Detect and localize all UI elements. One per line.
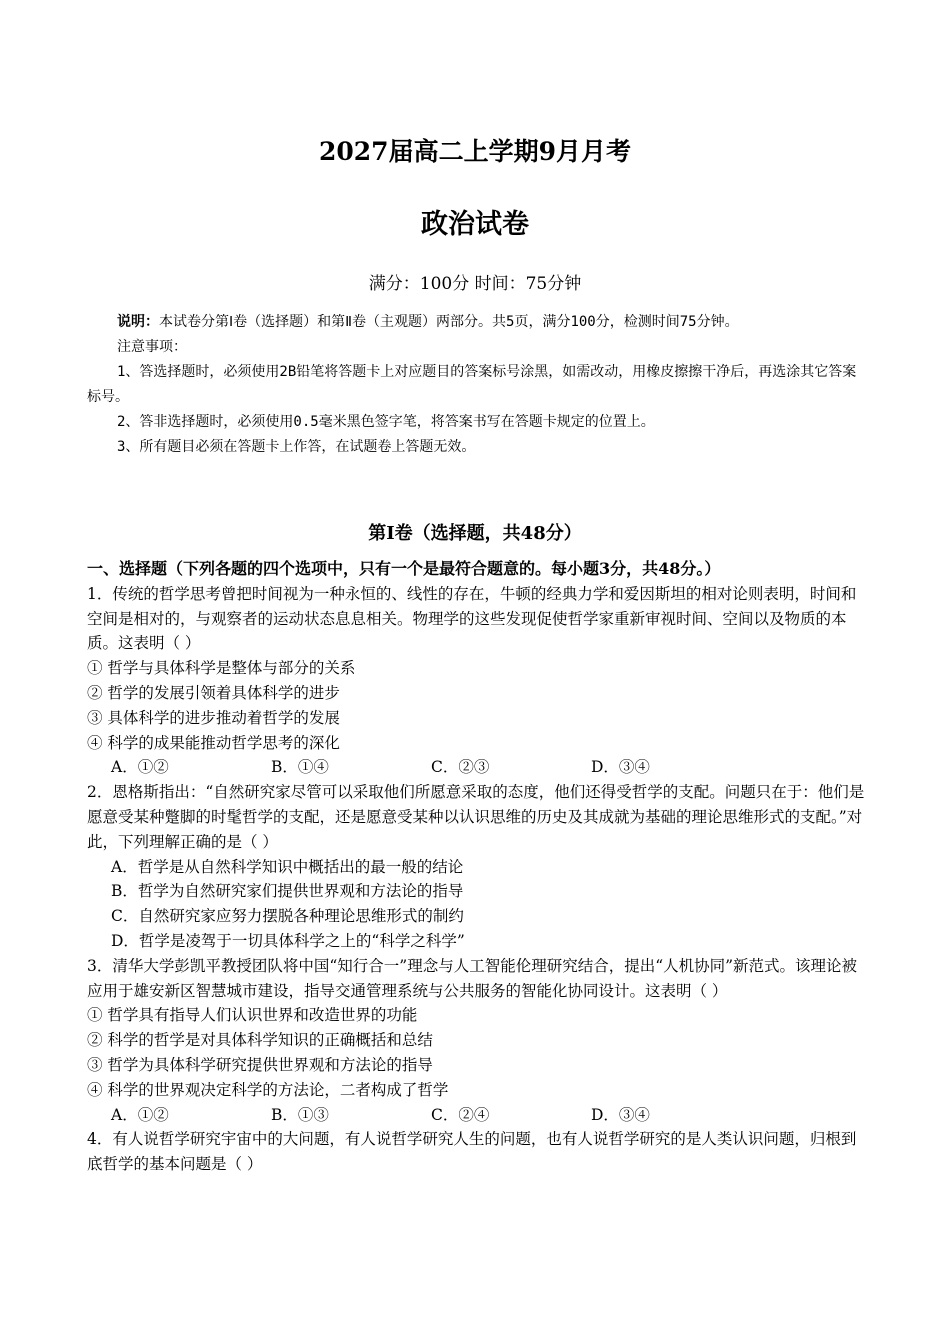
statement: ② 哲学的发展引领着具体科学的进步 [87,683,340,702]
subject-title: 政治试卷 [421,209,529,240]
score-time-info: 满分：100分 时间：75分钟 [368,274,582,294]
statement: ② 科学的哲学是对具体科学知识的正确概括和总结 [87,1031,433,1050]
note-item: 3、所有题目必须在答题卡上作答，在试题卷上答题无效。 [117,439,476,455]
question-stem: 1．传统的哲学思考曾把时间视为一种永恒的、线性的存在，牛顿的经典力学和爱因斯坦的相对论则表明，时间和空间是相对的，与观察者的运动状态息息相关。物理学的这些发现促使哲学家重新审视时间、空间以及物质的本质。这表明（ ） [87,584,857,653]
option-c: C．自然研究家应努力摆脱各种理论思维形式的制约 [111,907,464,926]
option-a: A．①② [111,1105,169,1124]
section-title: 第Ⅰ卷（选择题，共48分） [368,523,582,544]
option-b: B．①④ [271,758,329,777]
explain-label: 说明： [117,314,159,330]
option-d: D．哲学是凌驾于一切具体科学之上的“科学之科学” [111,931,465,950]
option-c: C．②③ [431,758,490,777]
statement: ③ 具体科学的进步推动着哲学的发展 [87,708,340,727]
statement: ③ 哲学为具体科学研究提供世界观和方法论的指导 [87,1055,433,1074]
statement: ④ 科学的世界观决定科学的方法论，二者构成了哲学 [87,1080,449,1099]
option-a: A．哲学是从自然科学知识中概括出的最一般的结论 [111,857,464,876]
question-stem: 3．清华大学彭凯平教授团队将中国“知行合一”理念与人工智能伦理研究结合，提出“人机协同”新范式。该理论被应用于雄安新区智慧城市建设，指导交通管理系统与公共服务的智能化协同设计。这表明（ ） [87,956,858,1000]
statement: ④ 科学的成果能推动哲学思考的深化 [87,733,340,752]
questions-area [87,557,867,1177]
question-stem: 2．恩格斯指出：“自然研究家尽管可以采取他们所愿意采取的态度，他们还得受哲学的支配。问题只在于：他们是愿意受某种蹩脚的时髦哲学的支配，还是愿意受某种以认识思维的历史及其成就为基础的理论思维形式的支配。”对此，下列理解正确的是（ ） [87,783,865,851]
note-item: 1、答选择题时，必须使用2B铅笔将答题卡上对应题目的答案标号涂黑，如需改动，用橡皮擦擦干净后，再选涂其它答案标号。 [87,364,857,405]
exam-title: 2027届高二上学期9月月考 [319,137,631,166]
options-row [87,755,867,780]
options-row [87,1103,867,1128]
option-d: D．③④ [591,1105,650,1124]
option-a: A．①② [111,758,169,777]
exam-notes [87,310,865,460]
statement: ① 哲学与具体科学是整体与部分的关系 [87,659,356,678]
question-stem: 4．有人说哲学研究宇宙中的大问题，有人说哲学研究人生的问题，也有人说哲学研究的是人类认识问题，归根到底哲学的基本问题是（ ） [87,1130,857,1174]
option-b: B．①③ [271,1105,329,1124]
attention-title: 注意事项： [117,339,187,355]
option-c: C．②④ [431,1105,490,1124]
explain-text: 本试卷分第Ⅰ卷（选择题）和第Ⅱ卷（主观题）两部分。共5页，满分100分，检测时间75分钟。 [159,314,739,330]
note-item: 2、答非选择题时，必须使用0.5毫米黑色签字笔，将答案书写在答题卡规定的位置上。 [117,414,655,430]
explain-paragraph [87,310,865,335]
option-d: D．③④ [591,758,650,777]
option-b: B．哲学为自然研究家们提供世界观和方法论的指导 [111,882,464,901]
part-heading: 一、选择题（下列各题的四个选项中，只有一个是最符合题意的。每小题3分，共48分。） [87,559,721,578]
statement: ① 哲学具有指导人们认识世界和改造世界的功能 [87,1006,418,1025]
